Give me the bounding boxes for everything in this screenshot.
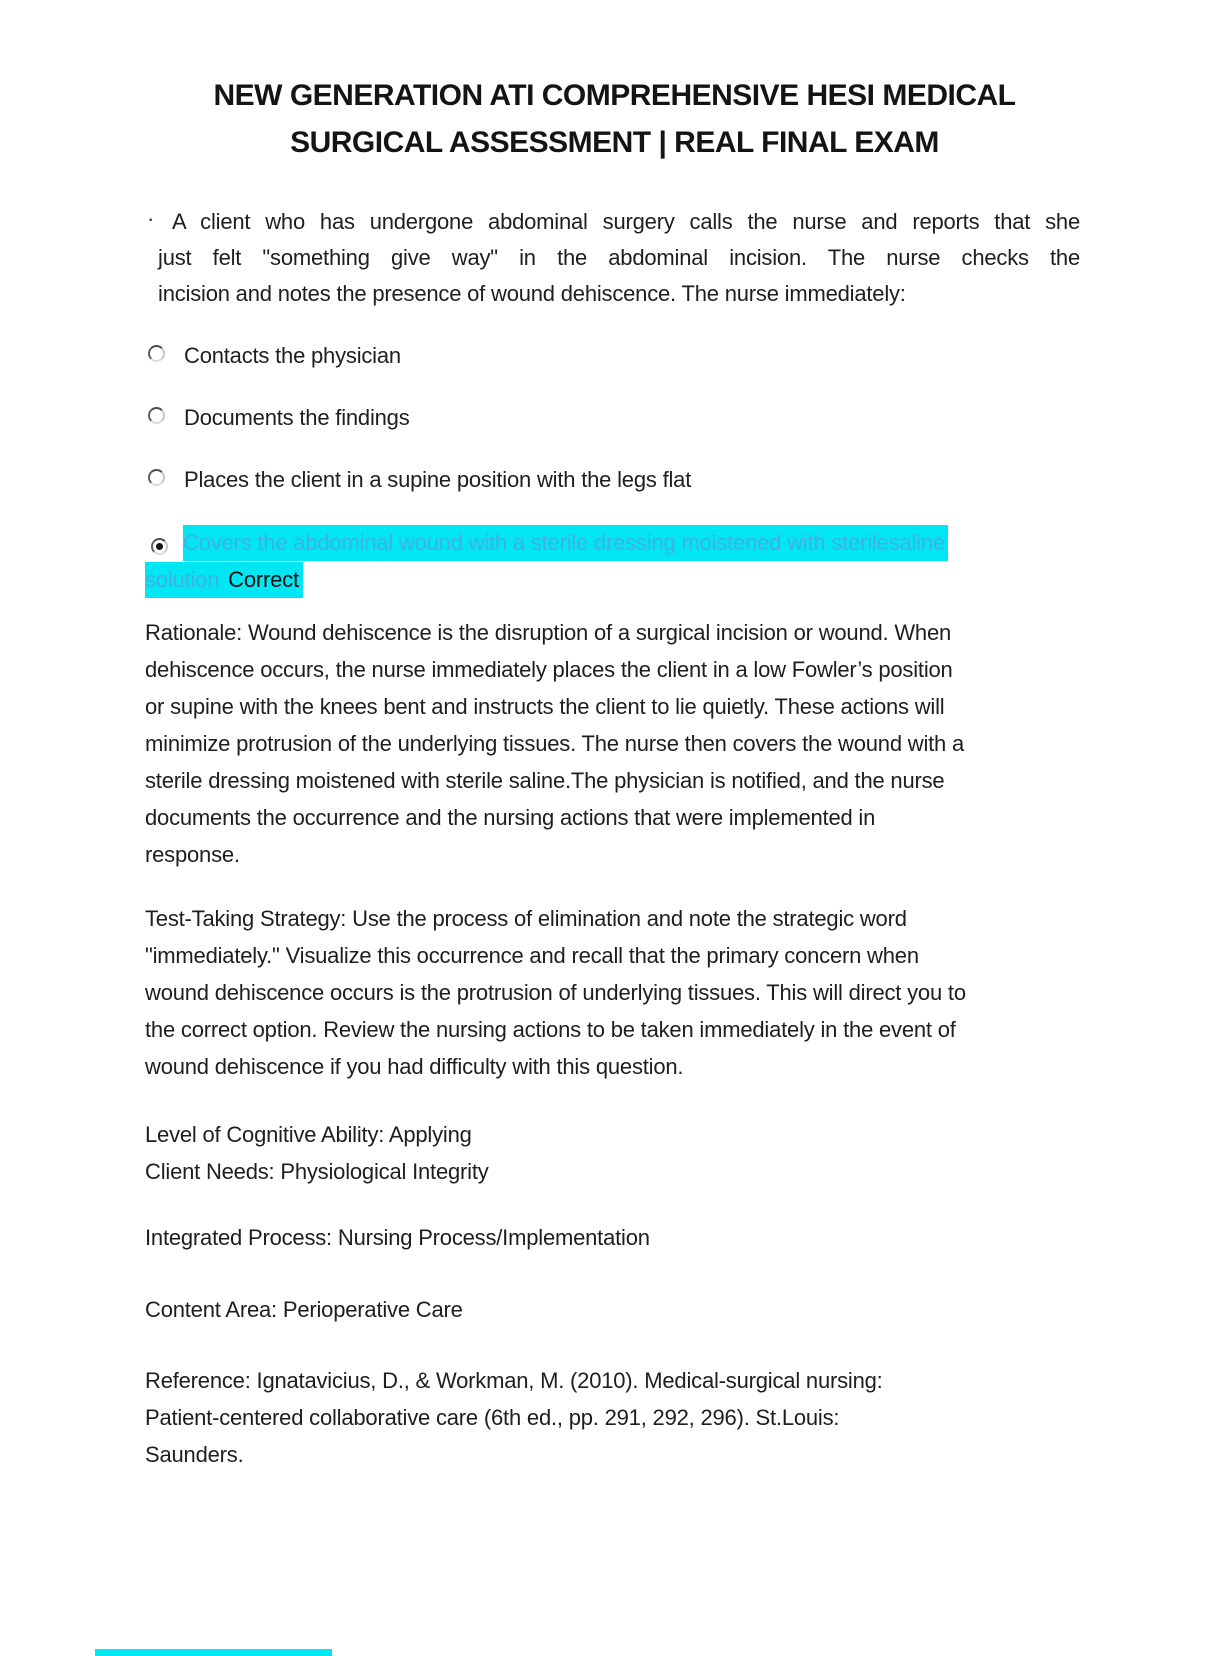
document-page <box>0 72 1224 1656</box>
answer-option-3[interactable] <box>145 462 1084 498</box>
strategy-line: "immediately." Visualize this occurrence and recall that the primary concern when <box>145 943 919 968</box>
rationale-line: sterile dressing moistened with sterile saline.The physician is notified, and the nurse <box>145 768 945 793</box>
reference-line: Reference: Ignatavicius, D., & Workman, M. (2010). Medical-surgical nursing: <box>145 1368 883 1393</box>
radio-button-icon[interactable] <box>148 407 165 424</box>
strategy-line: Test-Taking Strategy: Use the process of elimination and note the strategic word <box>145 906 907 931</box>
reference-line: Saunders. <box>145 1442 244 1467</box>
radio-button-icon[interactable] <box>148 469 165 486</box>
list-bullet: · <box>147 206 155 231</box>
rationale-line: minimize protrusion of the underlying tissues. The nurse then covers the wound with a <box>145 731 965 756</box>
answer-option-label-highlighted <box>145 524 1084 598</box>
rationale-line: Rationale: Wound dehiscence is the disruption of a surgical incision or wound. When <box>145 620 952 645</box>
question-line-3: incision and notes the presence of wound dehiscence. The nurse immediately: <box>158 281 906 306</box>
highlighted-answer-line-2: solution <box>145 562 228 598</box>
answer-option-2[interactable] <box>145 400 1084 436</box>
question-line-2: just felt "something give way" in the abdominal incision. The nurse checks the <box>158 245 1080 270</box>
highlighted-answer-line-1: Covers the abdominal wound with a sterile dressing moistened with sterilesaline <box>183 525 948 561</box>
rationale-line: documents the occurrence and the nursing actions that were implemented in <box>145 805 876 830</box>
title-line-1: NEW GENERATION ATI COMPREHENSIVE HESI MEDICAL <box>213 79 1016 112</box>
cognitive-ability-line: Level of Cognitive Ability: Applying <box>145 1122 472 1147</box>
rationale-line: or supine with the knees bent and instructs the client to lie quietly. These actions will <box>145 694 945 719</box>
strategy-line: wound dehiscence if you had difficulty with this question. <box>145 1054 684 1079</box>
answer-option-label: Contacts the physician <box>184 343 401 368</box>
title-line-2: SURGICAL ASSESSMENT | REAL FINAL EXAM <box>290 126 939 159</box>
question-line-1: A client who has undergone abdominal surgery calls the nurse and reports that she <box>172 209 1080 234</box>
answer-option-1[interactable] <box>145 338 1084 374</box>
page-content <box>145 72 1084 1473</box>
page-title <box>145 72 1084 166</box>
radio-button-selected-icon[interactable] <box>151 538 168 555</box>
integrated-process-line: Integrated Process: Nursing Process/Implementation <box>145 1225 650 1250</box>
question-text <box>147 204 1080 312</box>
content-area-line: Content Area: Perioperative Care <box>145 1297 463 1322</box>
client-needs-line: Client Needs: Physiological Integrity <box>145 1159 489 1184</box>
rationale-paragraph <box>145 614 1084 873</box>
rationale-line: response. <box>145 842 240 867</box>
radio-button-icon[interactable] <box>148 345 165 362</box>
test-taking-strategy-paragraph <box>145 900 1084 1085</box>
meta-block <box>145 1116 1084 1190</box>
strategy-line: the correct option. Review the nursing actions to be taken immediately in the event of <box>145 1017 956 1042</box>
correct-badge: Correct <box>228 562 303 598</box>
answer-option-label: Places the client in a supine position with the legs flat <box>184 467 692 492</box>
rationale-line: dehiscence occurs, the nurse immediately places the client in a low Fowler’s position <box>145 657 953 682</box>
next-highlight-fragment <box>95 1649 332 1656</box>
reference-paragraph <box>145 1362 1084 1473</box>
answer-option-4-selected[interactable] <box>145 524 1084 598</box>
strategy-line: wound dehiscence occurs is the protrusion of underlying tissues. This will direct you to <box>145 980 966 1005</box>
reference-line: Patient-centered collaborative care (6th ed., pp. 291, 292, 296). St.Louis: <box>145 1405 840 1430</box>
answer-option-label: Documents the findings <box>184 405 410 430</box>
answer-options <box>145 338 1084 598</box>
